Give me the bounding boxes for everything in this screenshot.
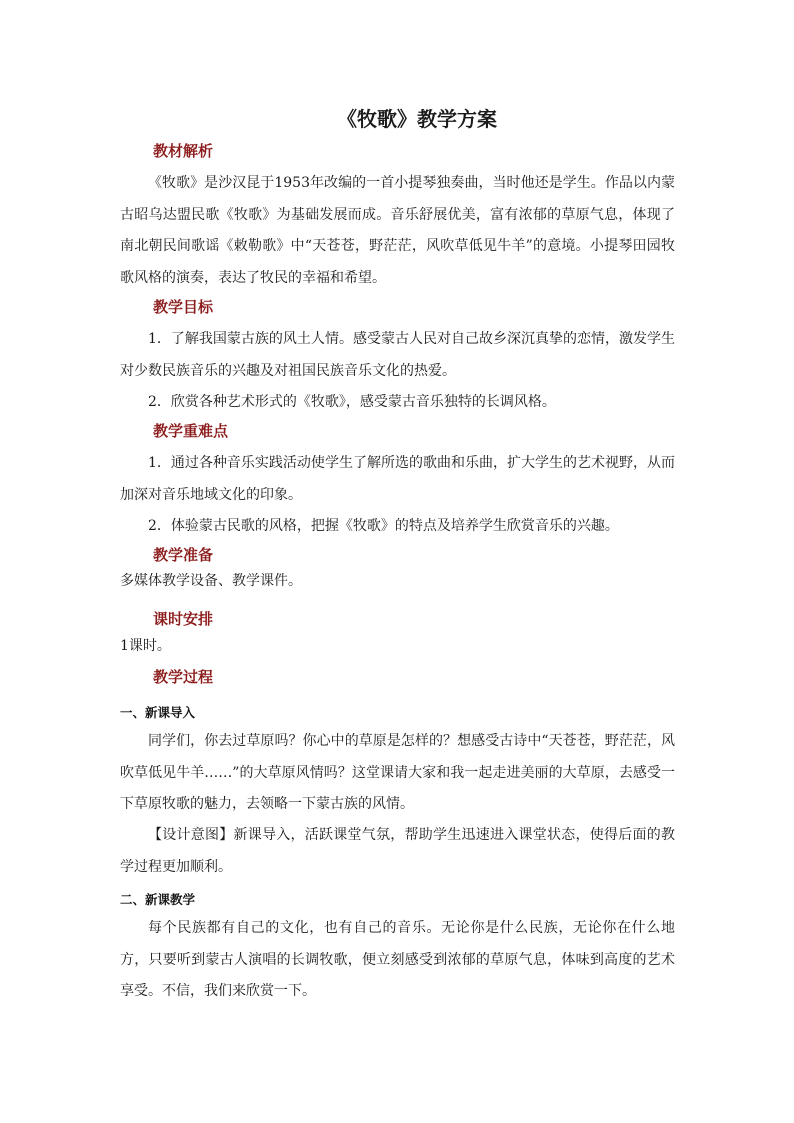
paragraph-schedule: 1课时。 <box>120 638 171 654</box>
paragraph-goal-2: 2．欣赏各种艺术形式的《牧歌》，感受蒙古音乐独特的长调风格。 <box>148 394 556 410</box>
heading-goals: 教学目标 <box>153 298 214 316</box>
paragraph-teaching: 每个民族都有自己的文化，也有自己的音乐。无论你是什么民族，无论你在什么地方，只要听到蒙古人演唱的长调牧歌，便立刻感受到浓郁的草原气息，体味到高度的艺术享受。不信，我们来欣赏一下。 <box>120 920 675 999</box>
subheading-new-lesson-teaching: 二、新课教学 <box>120 892 196 907</box>
paragraph-material-analysis: 《牧歌》是沙汉昆于1953年改编的一首小提琴独奏曲，当时他还是学生。作品以内蒙古昭乌达盟民歌《牧歌》为基础发展而成。音乐舒展优美，富有浓郁的草原气息，体现了南北朝民间歌谣《敕勒歌》中“天苍苍，野茫茫，风吹草低见牛羊”的意境。小提琴田园牧歌风格的演奏，表达了牧民的幸福和希望。 <box>120 175 675 286</box>
heading-process: 教学过程 <box>153 668 214 686</box>
paragraph-preparation: 多媒体教学设备、教学课件。 <box>120 573 302 589</box>
heading-schedule: 课时安排 <box>153 610 214 628</box>
paragraph-key-point-1: 1．通过各种音乐实践活动使学生了解所选的歌曲和乐曲，扩大学生的艺术视野，从而加深对音乐地域文化的印象。 <box>120 455 675 503</box>
page-title: 《牧歌》教学方案 <box>337 107 497 131</box>
paragraph-key-point-2: 2．体验蒙古民歌的风格，把握《牧歌》的特点及培养学生欣赏音乐的兴趣。 <box>148 518 619 534</box>
paragraph-design-intent: 【设计意图】新课导入，活跃课堂气氛，帮助学生迅速进入课堂状态，使得后面的教学过程更加顺利。 <box>120 827 675 875</box>
subheading-new-lesson-intro: 一、新课导入 <box>120 705 196 720</box>
paragraph-goal-1: 1．了解我国蒙古族的风土人情。感受蒙古人民对自己故乡深沉真挚的恋情，激发学生对少数民族音乐的兴趣及对祖国民族音乐文化的热爱。 <box>120 331 675 379</box>
heading-material-analysis: 教材解析 <box>153 142 214 160</box>
heading-key-points: 教学重难点 <box>153 422 229 440</box>
paragraph-intro: 同学们，你去过草原吗？你心中的草原是怎样的？想感受古诗中“天苍苍，野茫茫，风吹草低见牛羊……”的大草原风情吗？这堂课请大家和我一起走进美丽的大草原，去感受一下草原牧歌的魅力，去领略一下蒙古族的风情。 <box>120 733 675 812</box>
heading-preparation: 教学准备 <box>153 546 214 564</box>
